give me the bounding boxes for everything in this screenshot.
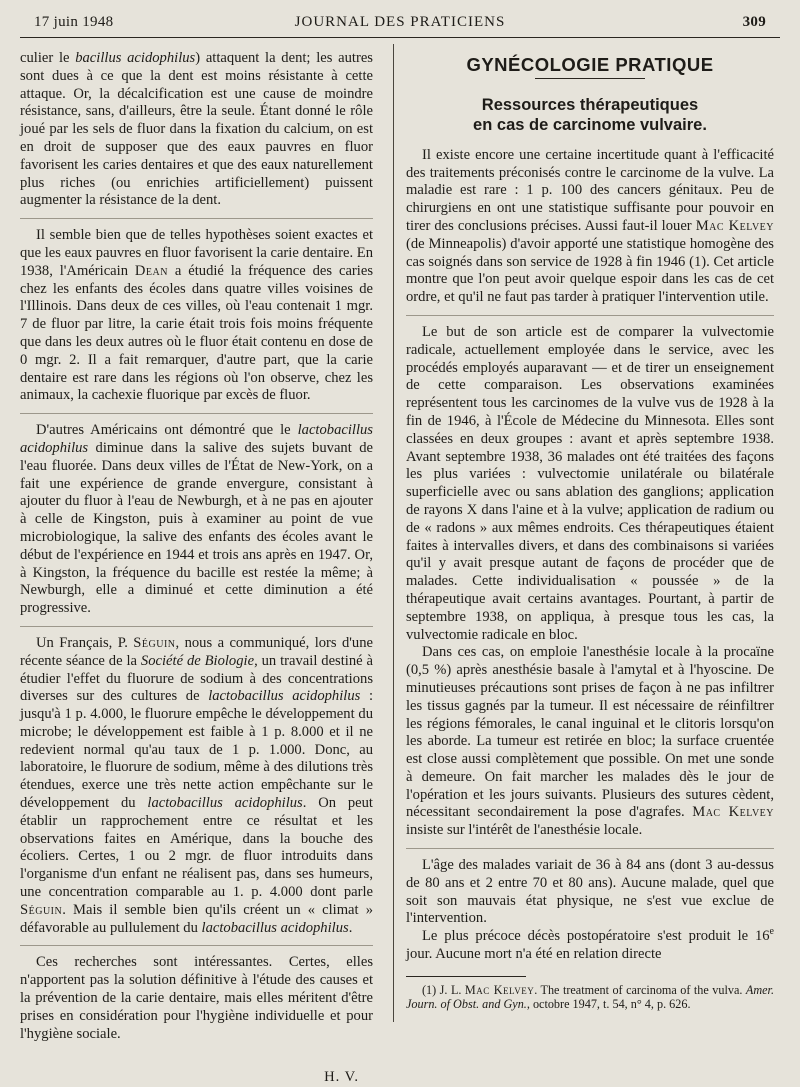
article-title-line: en cas de carcinome vulvaire. [473, 115, 707, 134]
paragraph-separator [406, 315, 774, 316]
header-rule [20, 37, 780, 38]
article-title [406, 95, 774, 135]
paragraph: L'âge des malades variait de 36 à 84 ans (dont 3 au-dessus de 80 ans et 2 entre 70 et 80 ans). Aucune malade, quel que soit son mauvais état physique, ne s'est vue exclue de l'intervention. [406, 857, 774, 927]
journal-name: JOURNAL DES PRATICIENS [294, 14, 506, 30]
paragraph-separator [20, 413, 373, 414]
paragraph: Le plus précoce décès postopératoire s'est produit le 16e jour. Aucune mort n'a été en relation directe [406, 926, 774, 963]
author-signature: H. V. [324, 1069, 359, 1086]
paragraph-separator [20, 945, 373, 946]
title-rule [535, 78, 645, 79]
paragraph-separator [406, 848, 774, 849]
right-column [406, 50, 774, 1012]
issue-date: 17 juin 1948 [34, 14, 114, 30]
paragraph-separator [20, 218, 373, 219]
running-header [34, 10, 766, 32]
footnote-rule [406, 976, 526, 977]
paragraph: culier le bacillus acidophilus) attaquent la dent; les autres sont dues à ce que la dent est moins résistante à cette attaque. Or, la décalcification est une cause de moindre résistance, sans, d'ailleurs, être la seule. Étant donné le rôle joué par les sels de fluor dans la fixation du calcium, on est en droit de supposer que des eaux pauvres en fluor favorisent les caries dentaires et que des eaux naturellement plus riches (ou enrichies artificiellement) puissent augmenter la résistance de la dent. [20, 50, 373, 209]
paragraph-separator [20, 626, 373, 627]
section-title: GYNÉCOLOGIE PRATIQUE [466, 54, 714, 75]
paragraph: Il existe encore une certaine incertitude quant à l'efficacité des traitements préconisés contre le carcinome de la vulve. La maladie est rare : 1 p. 100 des cancers génitaux. Peu de chirurgiens en ont une statistique suffisante pour pouvoir en tirer des conclusions précises. Aussi faut-il louer Mac Kelvey (de Minneapolis) d'avoir apporté une statistique homogène des cas soignés dans son service de 1928 à fin 1946 (1). Cet article montre que l'on peut avoir quelque espoir dans les cas de cet ordre, et qu'il ne faut pas tarder à pratiquer l'intervention utile. [406, 146, 775, 306]
paragraph: Dans ces cas, on emploie l'anesthésie locale à la procaïne (0,5 %) après anesthésie basale à l'amytal et à l'hyoscine. De minutieuses précautions sont prises de façon à ne pas infiltrer les tissus gagnés par la tumeur. Il est nécessaire de réinfiltrer les régions fémorales, le canal inguinal et le clitoris lorsqu'on les aborde. La tumeur est retirée en bloc; la surface cruentée est close aussi complètement que possible. On met une sonde à demeure. On fait marcher les malades dès le jour de l'opération et les jours suivants. Plusieurs des sutures cèdent, nécessitant secondairement la pose d'agrafes. Mac Kelvey insiste sur l'intérêt de l'anesthésie locale. [406, 644, 775, 839]
footnote: (1) J. L. Mac Kelvey. The treatment of carcinoma of the vulva. Amer. Journ. of Obst. and Gyn., octobre 1947, t. 54, n° 4, p. 626. [406, 982, 774, 1012]
paragraph: Il semble bien que de telles hypothèses soient exactes et que les eaux pauvres en fluor favorisent la carie dentaire. En 1938, l'Américain Dean a étudié la fréquence des caries chez les enfants des écoles dans quatre villes voisines de l'Illinois. Dans deux de ces villes, où l'eau contenait 1 mgr. 7 de fluor par litre, la carie était trois fois moins fréquente que dans les deux autres où le fluor était contenu en dose de 0 mgr. 2. Il a fait remarquer, d'autre part, que la carie dentaire est rare dans les régions où l'on observe, chez les animaux, la cachexie fluorique par excès de fluor. [20, 227, 373, 404]
left-column [20, 50, 373, 1087]
article-title-line: Ressources thérapeutiques [481, 95, 699, 114]
page-number: 309 [742, 14, 766, 30]
paragraph: Ces recherches sont intéressantes. Certes, elles n'apportent pas la solution définitive à l'étude des causes et la prévention de la carie dentaire, mais elles méritent d'être prises en considération pour l'hygiène individuelle et pour l'hygiène sociale. [20, 954, 373, 1042]
column-divider [393, 44, 394, 1022]
paragraph: Le but de son article est de comparer la vulvectomie radicale, actuellement employée dans le service, avec les procédés employés auparavant — et de tirer un enseignement de cette comparaison. Les observations examinées représentent tous les carcinomes de la vulve vus de 1928 à la fin de 1946, à l'École de Médecine du Minnesota. Elles sont classées en deux groupes : avant et après septembre 1938. Avant septembre 1938, 36 malades ont été traitées des façons les plus variées : vulvectomie unilatérale ou bilatérale superficielle avec ou sans ablation des ganglions; application de rayons X dans l'aine et à la vulve; application de radium ou de « radons » aux mêmes endroits. Ces thérapeutiques étaient faites à intervalles divers, et dans des combinaisons si variées qu'il y avait presque autant de façons de procéder que de malades. Cette individualisation « poussée » de la thérapeutique avait certains avantages. Pourtant, à partir de septembre 1938, on appliqua, à presque tous les cas, la vulvectomie radicale en bloc. [406, 323, 774, 643]
paragraph: Un Français, P. Séguin, nous a communiqué, lors d'une récente séance de la Société de Biologie, un travail destiné à étudier l'effet du fluorure de sodium à des concentrations diverses sur des cultures de lactobacillus acidophilus : jusqu'à 1 p. 4.000, le fluorure empêche le développement du microbe; le développement est faible à 1 p. 8.000 et il ne redevient normal qu'au taux de 1 p. 1.000. Donc, au laboratoire, le fluorure de sodium, même à des dilutions très étendues, exerce une très nette action empêchante sur le développement du lactobacillus acidophilus. On peut établir un rapprochement entre ce résultat et les observations faites en Amérique, dans la bouche des écoliers. Certes, 1 ou 2 mgr. de fluor introduits dans l'organisme d'un enfant ne réalisent pas, dans ses humeurs, une concentration comparable au 1. p. 4.000 dont parle Séguin. Mais il semble bien qu'ils créent un « climat » défavorable au pullulement du lactobacillus acidophilus. [20, 634, 374, 936]
paragraph: D'autres Américains ont démontré que le lactobacillus acidophilus diminue dans la salive des sujets buvant de l'eau fluorée. Dans deux villes de l'État de New-York, on a fait une expérience de grande envergure, consistant à ajouter du fluor à l'eau de Newburgh, et à ne pas en ajouter à celle de Kingston, puis à examiner au point de vue microbiologique, la salive des enfants des écoles avant le début de l'expérience en 1944 et trois ans après en 1947. Or, à Kingston, la fréquence du bacille est restée la même; à Newburgh, elle a diminué et cette diminution a été progressive. [20, 422, 373, 617]
